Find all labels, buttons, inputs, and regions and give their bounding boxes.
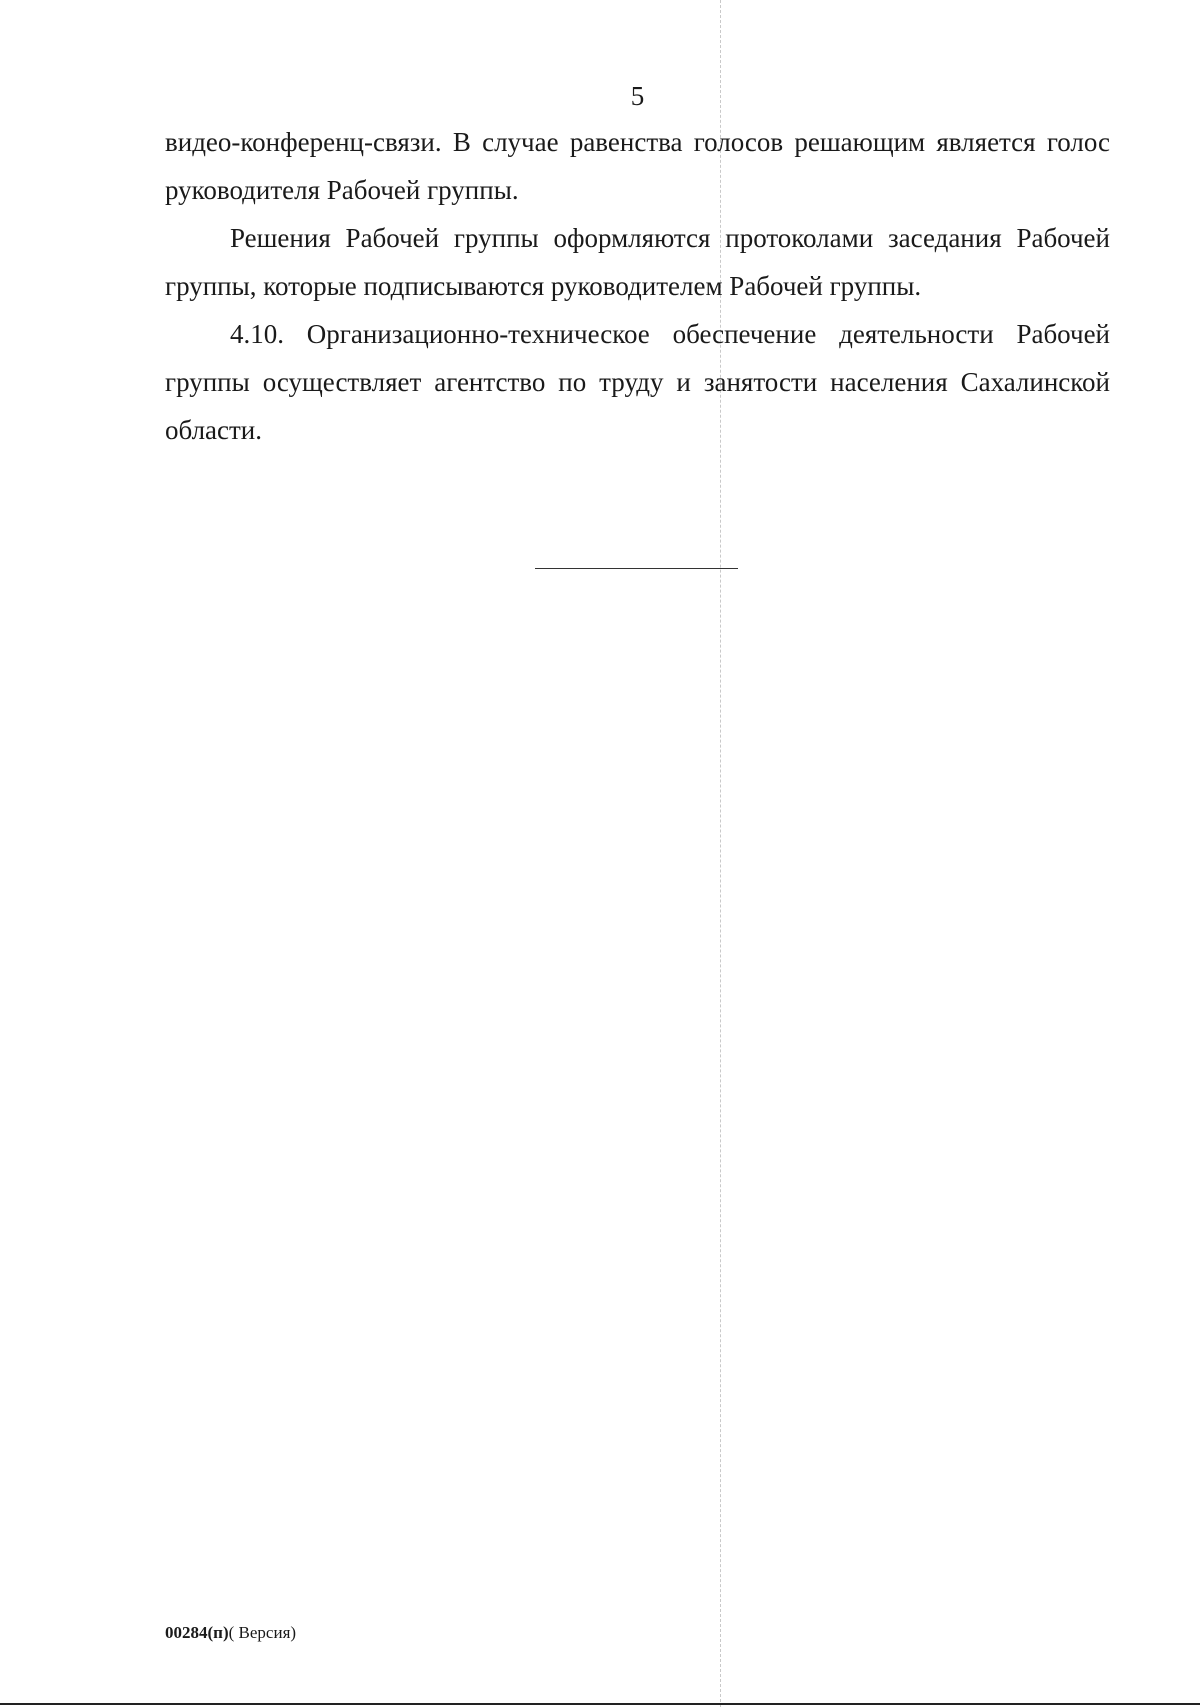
page-bottom-edge [0, 1703, 1200, 1705]
footer-document-code [165, 1622, 296, 1644]
paragraph-4-10: 4.10. Организационно-техническое обеспечение деятельности Рабочей группы осуществляет агентство по труду и занятости населения Сахалинской области. [165, 319, 1110, 445]
footer-code-number: 00284(п) [165, 1623, 229, 1642]
paragraph-continuation: видео-конференц-связи. В случае равенства голосов решающим является голос руководителя Рабочей группы. [165, 127, 1110, 205]
page-number: 5 [630, 81, 645, 111]
document-body [165, 118, 1110, 454]
end-of-text-divider [535, 568, 738, 569]
footer-version-label: ( Версия) [228, 1623, 297, 1642]
paragraph-decisions: Решения Рабочей группы оформляются протоколами заседания Рабочей группы, которые подписываются руководителем Рабочей группы. [165, 223, 1110, 301]
